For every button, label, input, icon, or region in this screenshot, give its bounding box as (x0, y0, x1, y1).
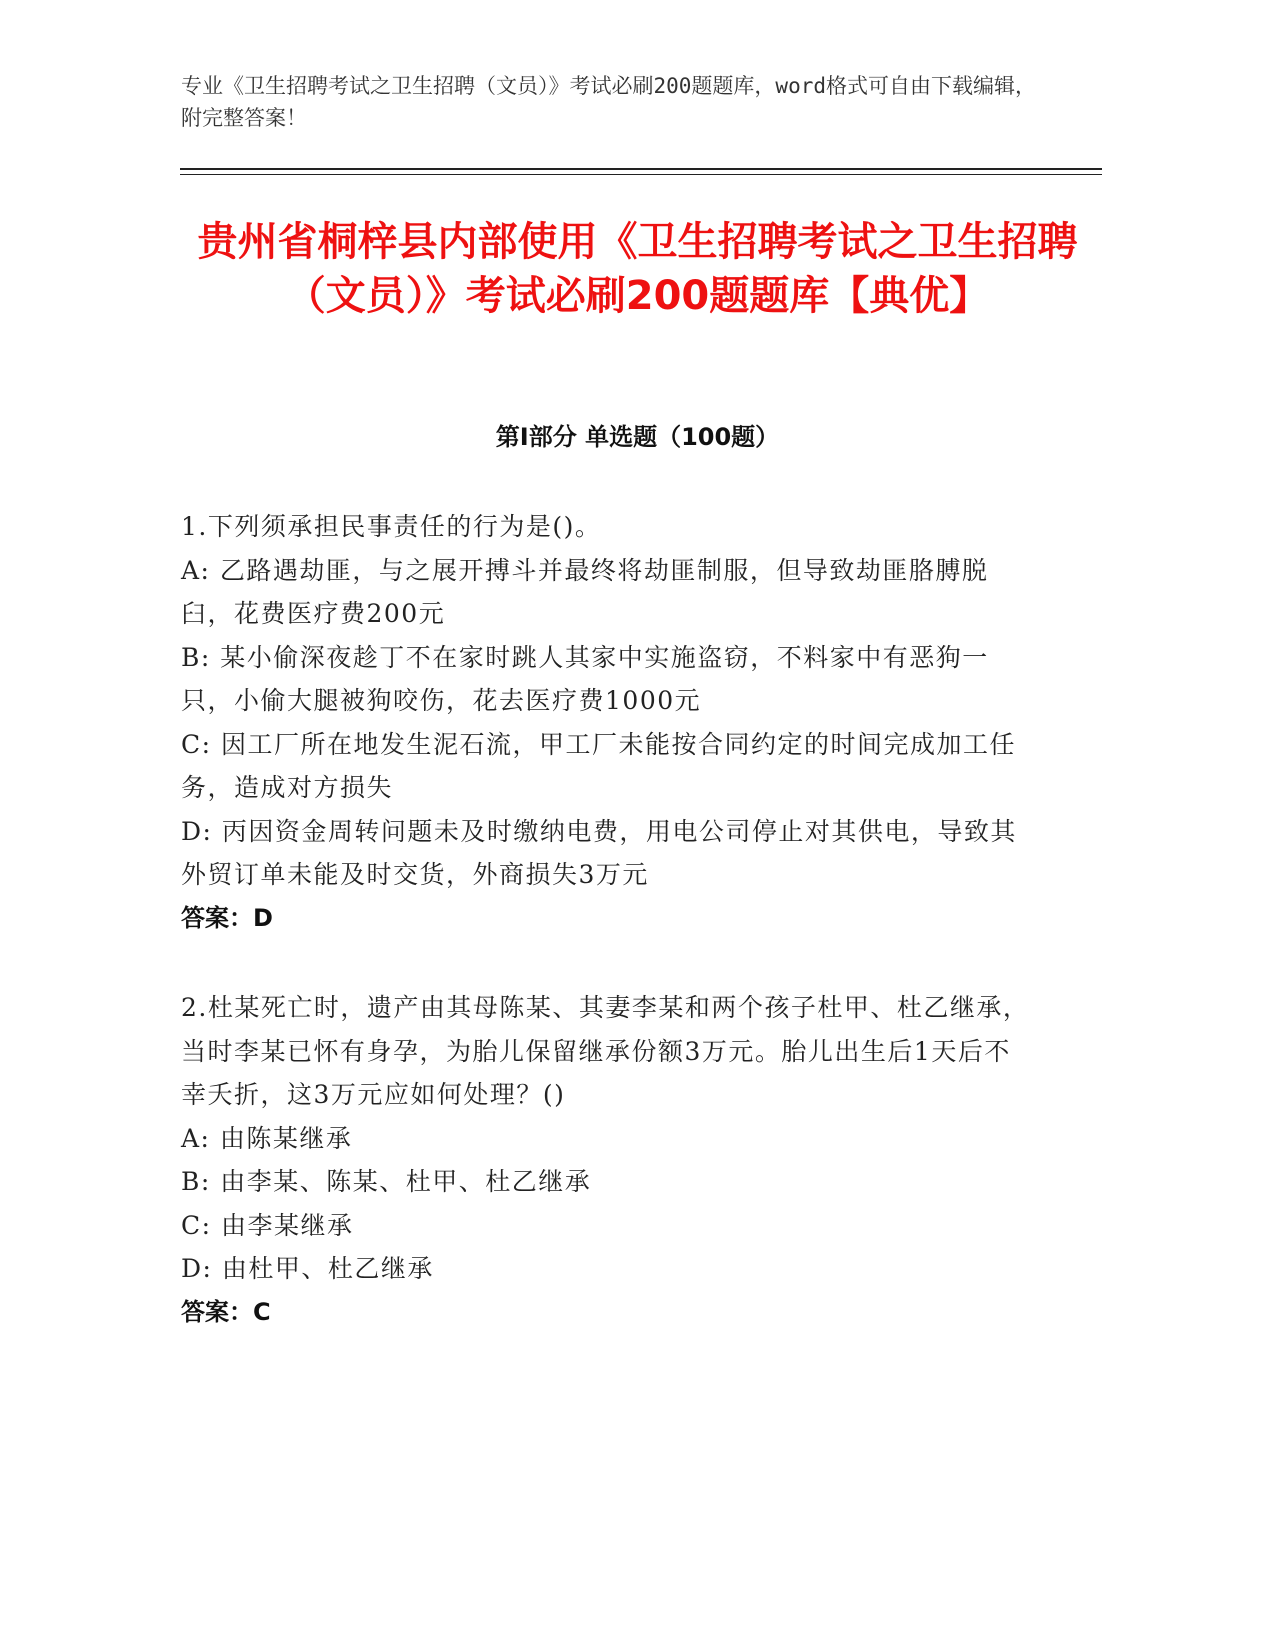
option-b: B: 某小偷深夜趁丁不在家时跳人其家中实施盗窃，不料家中有恶狗一只，小偷大腿被狗咬伤，花去医疗费1000元 (181, 642, 989, 715)
answer: 答案：C (181, 1297, 271, 1326)
option-a: A: 由陈某继承 (181, 1123, 353, 1153)
option-c: C: 因工厂所在地发生泥石流，甲工厂未能按合同约定的时间完成加工任务，造成对方损失 (181, 729, 1017, 802)
question-2 (181, 986, 1031, 1334)
question-1 (181, 505, 1031, 940)
header-note: 专业《卫生招聘考试之卫生招聘（文员）》考试必刷200题题库，word格式可自由下载编辑，附完整答案！ (181, 74, 1036, 130)
header-divider-thick (180, 168, 1102, 170)
header-divider-thin (180, 174, 1102, 175)
document-title: 贵州省桐梓县内部使用《卫生招聘考试之卫生招聘（文员）》考试必刷200题题库【典优】 (197, 219, 1078, 319)
option-d: D: 由杜甲、杜乙继承 (181, 1254, 434, 1283)
option-d: D: 丙因资金周转问题未及时缴纳电费，用电公司停止对其供电，导致其外贸订单未能及时交货，外商损失3万元 (181, 816, 1017, 889)
question-stem: 1.下列须承担民事责任的行为是()。 (181, 512, 602, 541)
question-list (181, 505, 1031, 1380)
option-a: A: 乙路遇劫匪，与之展开搏斗并最终将劫匪制服，但导致劫匪胳膊脱臼，花费医疗费200元 (181, 555, 989, 628)
answer: 答案：D (181, 903, 273, 932)
option-c: C: 由李某继承 (181, 1210, 354, 1240)
question-stem: 2.杜某死亡时，遗产由其母陈某、其妻李某和两个孩子杜甲、杜乙继承，当时李某已怀有身孕，为胎儿保留继承份额3万元。胎儿出生后1天后不幸夭折，这3万元应如何处理？() (181, 993, 1030, 1109)
section-heading: 第I部分 单选题（100题） (495, 423, 780, 451)
option-b: B: 由李某、陈某、杜甲、杜乙继承 (181, 1167, 592, 1196)
